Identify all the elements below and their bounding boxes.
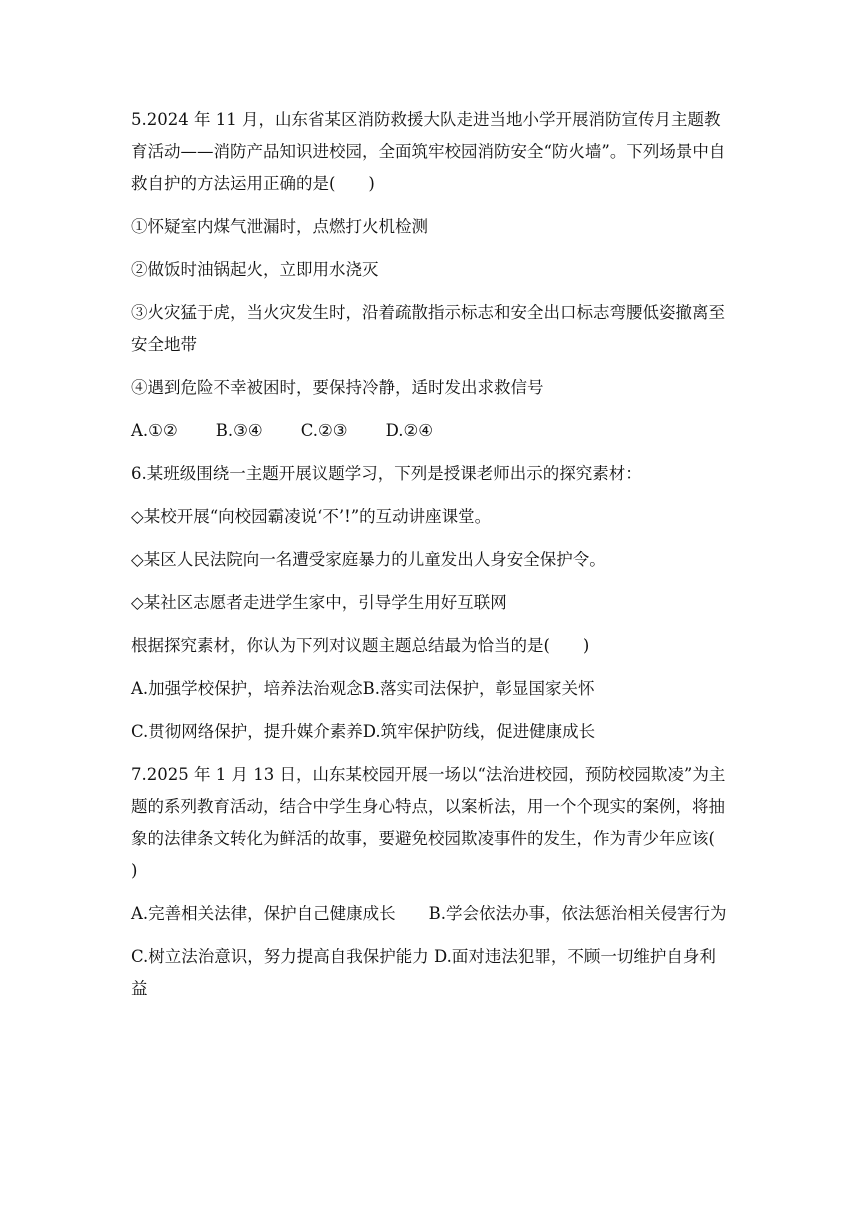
- q5-item-2: ②做饭时油锅起火，立即用水浇灭: [131, 260, 379, 279]
- q6-item-1: ◇某校开展“向校园霸凌说‘不’!”的互动讲座课堂。: [131, 507, 492, 526]
- q6-item-3: ◇某社区志愿者走进学生家中，引导学生用好互联网: [131, 593, 507, 612]
- q5-option-a: A.①②: [131, 421, 178, 440]
- q5-item-4: ④遇到危险不幸被困时，要保持冷静，适时发出求救信号: [131, 378, 544, 397]
- q5-option-c: C.②③: [300, 421, 348, 440]
- q5-option-b: B.③④: [215, 421, 263, 440]
- q5-options: [131, 415, 731, 447]
- q5-stem: 5.2024 年 11 月，山东省某区消防救援大队走进当地小学开展消防宣传月主题教育活动——消防产品知识进校园，全面筑牢校园消防安全“防火墙”。下列场景中自救自护的方法运用正确的是( ): [131, 110, 726, 193]
- q6-options-cd: C.贯彻网络保护，提升媒介素养D.筑牢保护防线，促进健康成长: [131, 722, 596, 741]
- q7-stem: 7.2025 年 1 月 13 日，山东某校园开展一场以“法治进校园，预防校园欺凌”为主题的系列教育活动，结合中学生身心特点，以案析法，用一个个现实的案例，将抽象的法律条文转化为鲜活的故事，要避免校园欺凌事件的发生，作为青少年应该( ): [131, 765, 748, 880]
- q6-stem: 6.某班级围绕一主题开展议题学习，下列是授课老师出示的探究素材：: [131, 464, 642, 483]
- document-page: [131, 104, 748, 1016]
- q7-options-ab: A.完善相关法律，保护自己健康成长 B.学会依法办事，依法惩治相关侵害行为: [131, 904, 727, 923]
- q6-question: 根据探究素材，你认为下列对议题主题总结最为恰当的是( ): [131, 636, 590, 655]
- q6-item-2: ◇某区人民法院向一名遭受家庭暴力的儿童发出人身安全保护令。: [131, 550, 606, 569]
- q5-item-3: ③火灾猛于虎，当火灾发生时，沿着疏散指示标志和安全出口标志弯腰低姿撤离至安全地带: [131, 303, 725, 354]
- q7-options-cd: C.树立法治意识，努力提高自我保护能力 D.面对违法犯罪，不顾一切维护自身利益: [131, 947, 716, 998]
- q5-option-d: D.②④: [385, 421, 434, 440]
- q5-item-1: ①怀疑室内煤气泄漏时，点燃打火机检测: [131, 217, 428, 236]
- q6-options-ab: A.加强学校保护，培养法治观念B.落实司法保护，彰显国家关怀: [131, 679, 595, 698]
